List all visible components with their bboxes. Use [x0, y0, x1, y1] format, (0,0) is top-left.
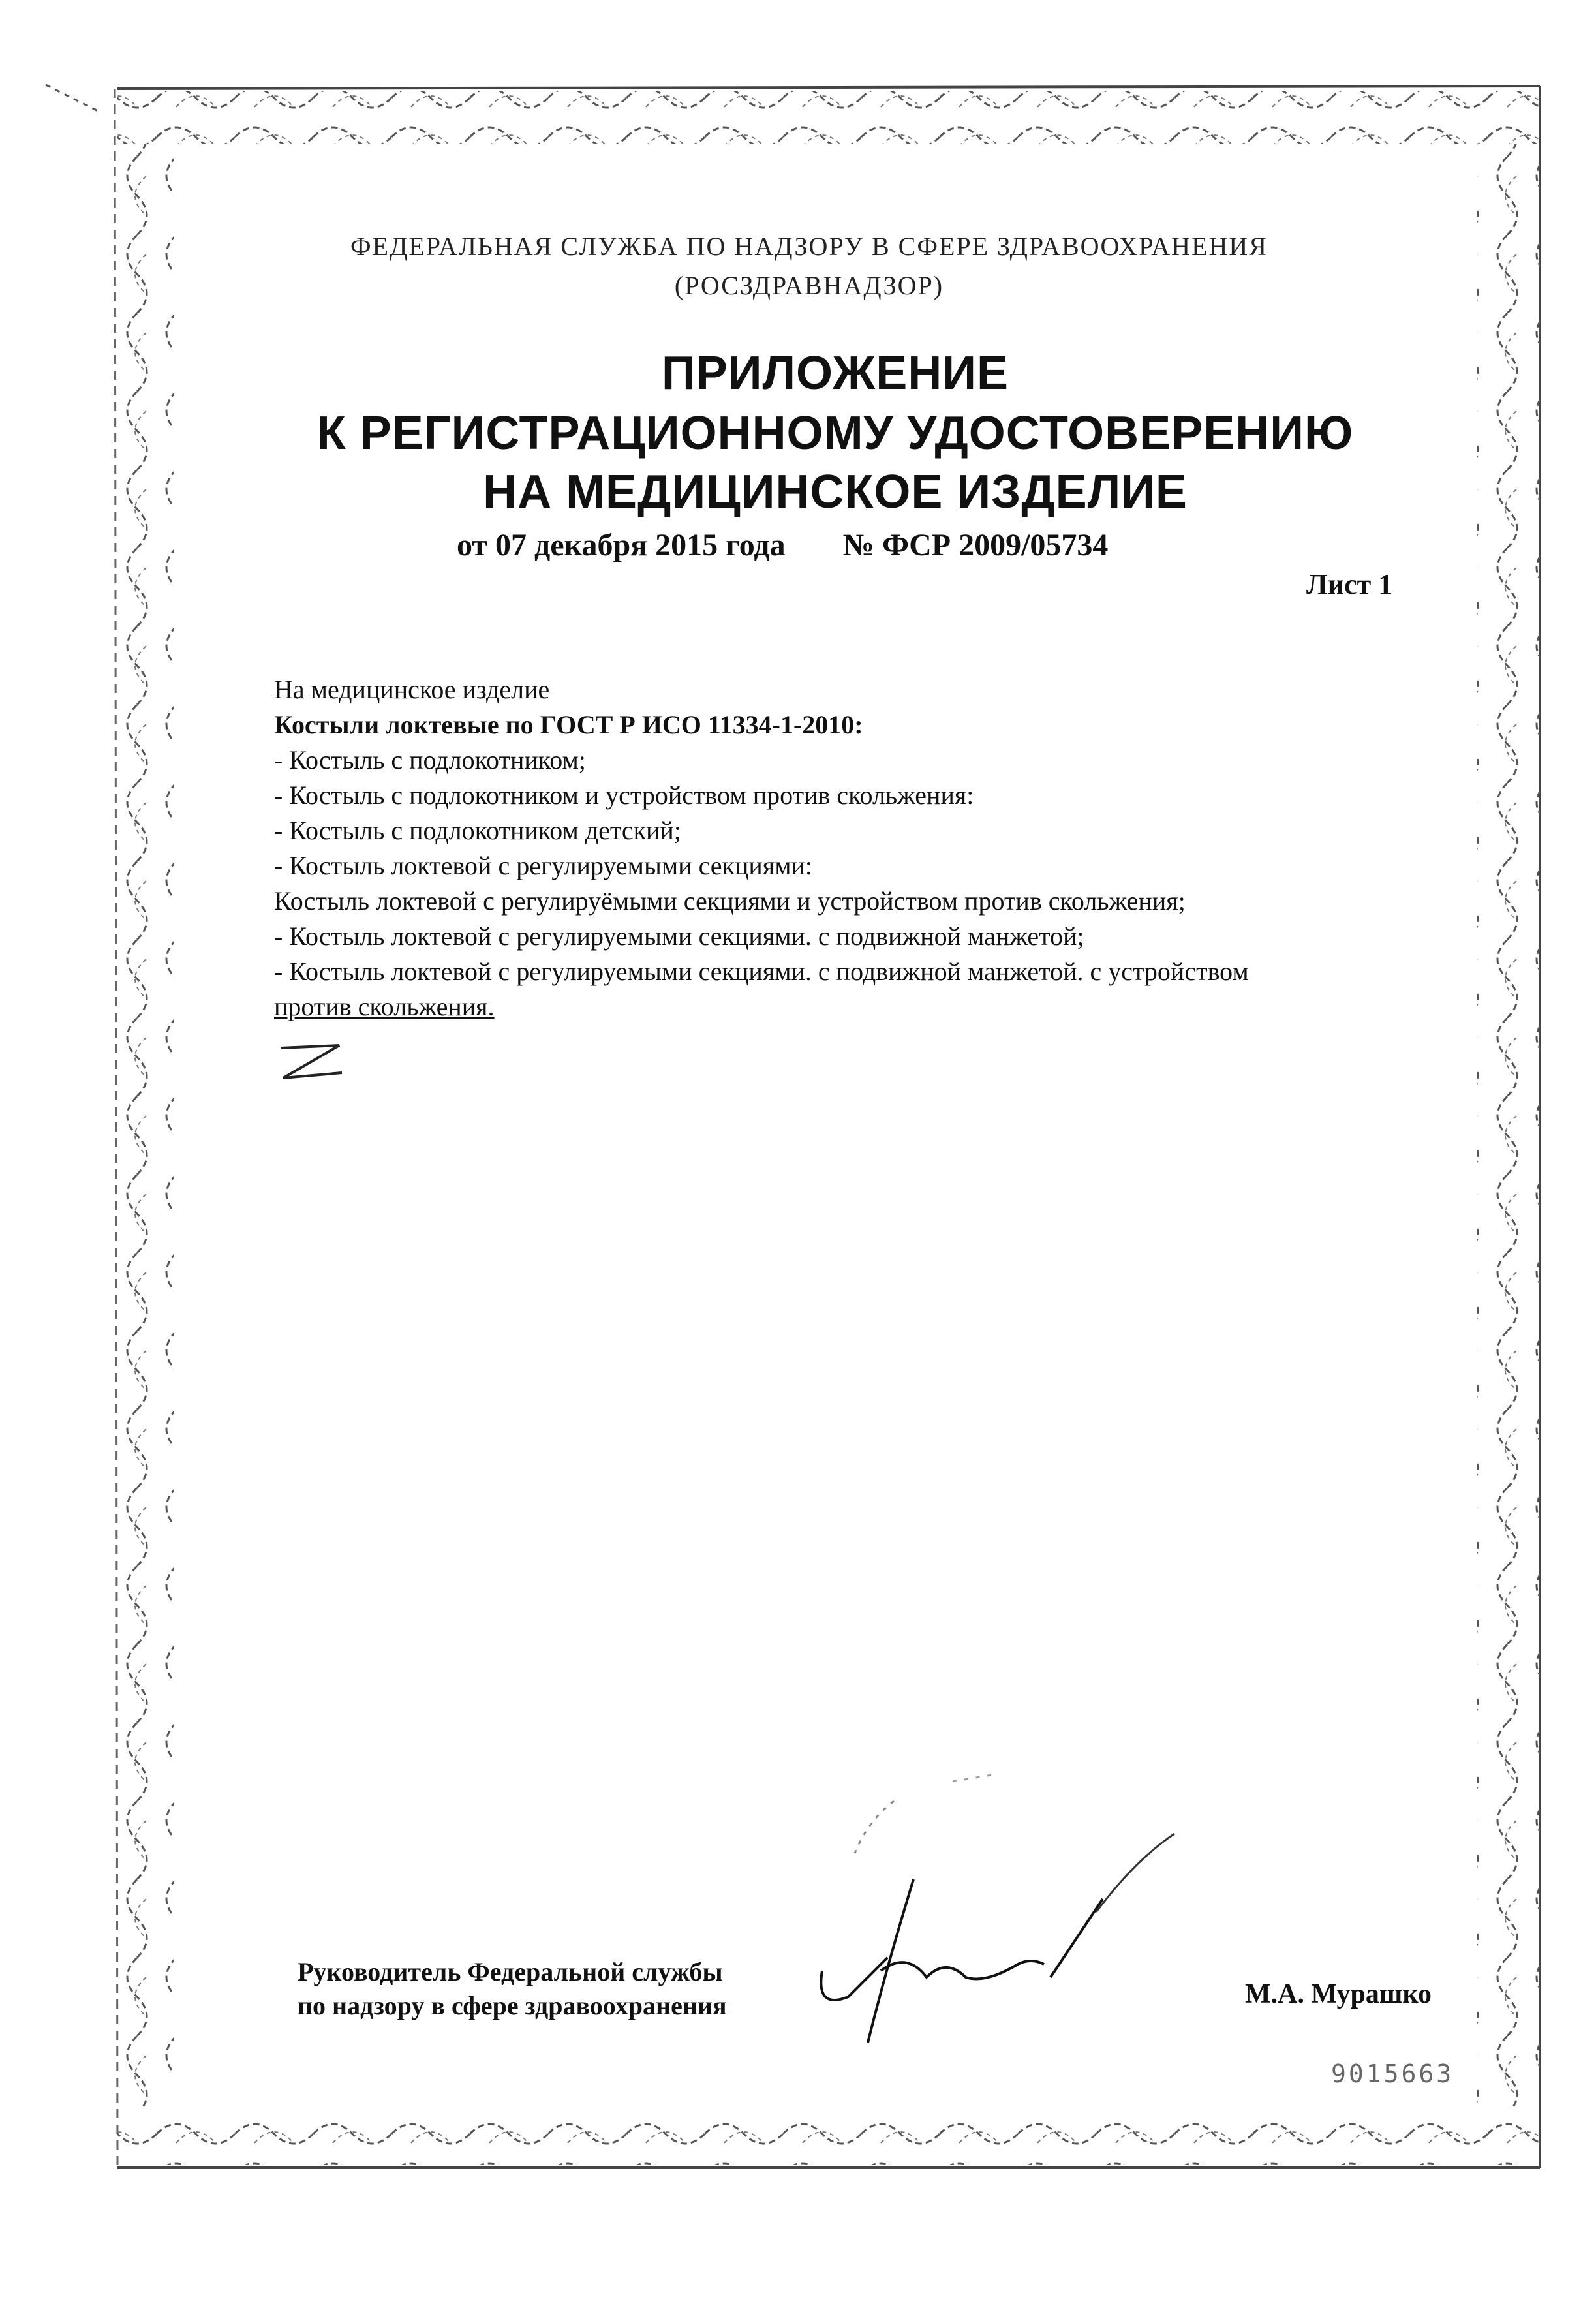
list-item: Костыль локтевой с регулируёмыми секциями и устройством против скольжения;: [274, 886, 1186, 916]
list-item: - Костыль локтевой с регулируемыми секциями. с подвижной манжетой. с устройством: [274, 957, 1249, 986]
z-strike-mark: [274, 1035, 352, 1087]
signatory-name: М.А. Мурашко: [1245, 1979, 1432, 2009]
document-body: [274, 672, 1442, 1025]
signatory-position: [298, 1955, 727, 2023]
product-title: Костыли локтевые по ГОСТ Р ИСО 11334-1-2010:: [274, 710, 863, 739]
signatory-position-line1: Руководитель Федеральной службы: [298, 1957, 723, 1986]
document-subtitle-line2: НА МЕДИЦИНСКОЕ ИЗДЕЛИЕ: [483, 466, 1188, 518]
list-item: - Костыль с подлокотником;: [274, 745, 586, 775]
issue-date: от 07 декабря 2015 года: [457, 528, 786, 563]
sheet-label: Лист 1: [1306, 568, 1393, 600]
blank-number: 9015663: [1331, 2059, 1454, 2088]
list-item: - Костыль локтевой с регулируемыми секциями. с подвижной манжетой;: [274, 921, 1084, 951]
signatory-position-line2: по надзору в сфере здравоохранения: [298, 1991, 727, 2020]
intro-line: На медицинское изделие: [274, 675, 550, 704]
agency-abbreviation: (РОСЗДРАВНАДЗОР): [674, 271, 944, 300]
document-subtitle-line1: К РЕГИСТРАЦИОННОМУ УДОСТОВЕРЕНИЮ: [316, 407, 1354, 459]
date-line: [457, 527, 1108, 563]
list-item: - Костыль с подлокотником детский;: [274, 816, 681, 845]
registration-number: № ФСР 2009/05734: [842, 528, 1109, 563]
agency-name: ФЕДЕРАЛЬНАЯ СЛУЖБА ПО НАДЗОРУ В СФЕРЕ ЗДРАВООХРАНЕНИЯ: [350, 232, 1268, 261]
list-item-last: против скольжения.: [274, 992, 495, 1021]
list-item: - Костыль локтевой с регулируемыми секциями:: [274, 851, 813, 880]
list-item: - Костыль с подлокотником и устройством против скольжения:: [274, 780, 974, 810]
handwritten-signature: [757, 1762, 1279, 2062]
document-title: ПРИЛОЖЕНИЕ: [662, 347, 1009, 399]
